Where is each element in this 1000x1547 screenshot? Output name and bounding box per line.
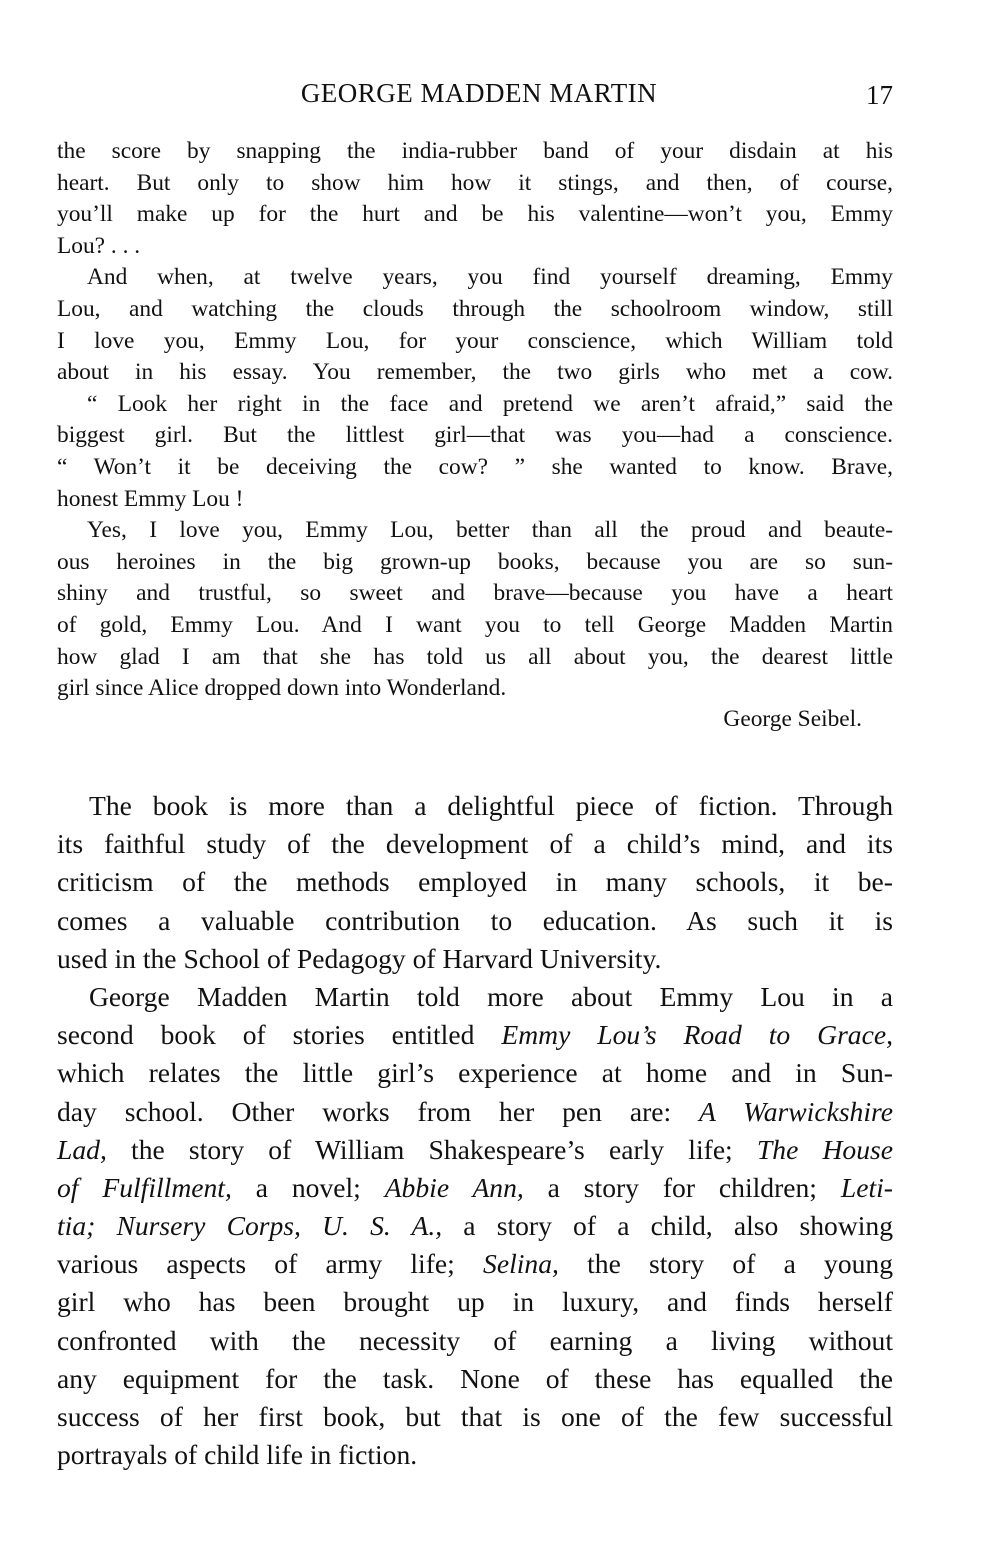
italic-title: Emmy Lou’s Road to Grace,	[501, 1019, 893, 1051]
text-segment: “ Look her right in the face and pretend we aren’t afraid,” said the	[87, 390, 893, 417]
text-line	[57, 902, 893, 940]
text-line	[57, 515, 893, 547]
text-line	[57, 136, 893, 168]
text-segment: Lou? . . .	[57, 232, 141, 259]
text-line	[57, 357, 893, 389]
text-segment: a story of a child, also showing	[442, 1210, 894, 1242]
italic-title: The House	[756, 1133, 894, 1165]
text-line	[57, 1322, 893, 1360]
text-segment: portrayals of child life in fiction.	[57, 1439, 418, 1471]
text-line	[57, 294, 893, 326]
text-line	[57, 1093, 893, 1131]
italic-title: Selina,	[483, 1248, 559, 1280]
text-line	[57, 1283, 893, 1321]
text-line	[57, 1360, 893, 1398]
text-segment: “ Won’t it be deceiving the cow? ” she wanted to know. Brave,	[57, 453, 893, 480]
text-segment: second book of stories entitled	[57, 1019, 502, 1051]
text-line	[57, 610, 893, 642]
text-segment: girl since Alice dropped down into Wonderland.	[57, 675, 507, 702]
text-line	[57, 1436, 893, 1474]
italic-title: A Warwickshire	[699, 1095, 893, 1127]
text-segment: you’ll make up for the hurt and be his valentine—won’t you, Emmy	[57, 201, 893, 228]
text-segment: how glad I am that she has told us all about you, the dearest little	[57, 643, 893, 670]
text-line	[57, 1131, 893, 1169]
text-line	[57, 547, 893, 579]
text-segment: a story for children;	[523, 1171, 841, 1203]
text-segment: ous heroines in the big grown-up books, because you are so sun-	[57, 548, 893, 575]
letter-text	[57, 136, 893, 705]
text-segment: honest Emmy Lou !	[57, 485, 244, 512]
running-header	[57, 78, 893, 112]
text-line	[57, 940, 893, 978]
text-segment: George Madden Martin told more about Emmy Lou in a	[89, 980, 893, 1012]
text-line	[57, 1016, 893, 1054]
text-segment: comes a valuable contribution to education. As such it is	[57, 904, 893, 936]
text-line	[57, 787, 893, 825]
text-line	[57, 1398, 893, 1436]
text-segment: And when, at twelve years, you find yourself dreaming, Emmy	[87, 264, 893, 291]
text-line	[57, 420, 893, 452]
text-segment: Yes, I love you, Emmy Lou, better than all the proud and beaute-	[87, 517, 893, 544]
text-segment: heart. But only to show him how it stings, and then, of course,	[57, 169, 893, 196]
text-line	[57, 389, 893, 421]
italic-title: Abbie Ann,	[384, 1171, 524, 1203]
text-line	[57, 825, 893, 863]
text-segment: the score by snapping the india-rubber band of your disdain at his	[57, 138, 893, 164]
text-segment: I love you, Emmy Lou, for your conscience, which William told	[57, 327, 893, 354]
text-line	[57, 863, 893, 901]
text-line	[57, 484, 893, 516]
text-line	[57, 1169, 893, 1207]
text-segment: The book is more than a delightful piece of fiction. Through	[89, 790, 893, 821]
text-line	[57, 326, 893, 358]
text-segment: girl who has been brought up in luxury, and finds herself	[57, 1286, 893, 1318]
text-segment: which relates the little girl’s experience at home and in Sun-	[57, 1057, 893, 1089]
text-line	[57, 452, 893, 484]
text-line	[57, 978, 893, 1016]
text-line	[57, 262, 893, 294]
text-line	[57, 168, 893, 200]
text-segment: the story of a young	[558, 1248, 894, 1280]
text-segment: confronted with the necessity of earning a living without	[57, 1324, 893, 1356]
text-line	[57, 1054, 893, 1092]
running-title: GEORGE MADDEN MARTIN	[300, 78, 658, 108]
text-segment: a novel;	[231, 1171, 385, 1203]
text-segment: success of her first book, but that is one of the few successful	[57, 1401, 893, 1432]
commentary-text	[57, 787, 893, 1474]
text-segment: any equipment for the task. None of these has equalled the	[57, 1362, 893, 1394]
italic-title: of Fulfillment,	[57, 1171, 232, 1203]
text-line	[57, 199, 893, 231]
text-line	[57, 578, 893, 610]
text-segment: day school. Other works from her pen are:	[57, 1095, 700, 1127]
text-line	[57, 231, 893, 263]
text-line	[57, 673, 893, 705]
text-line	[57, 642, 893, 674]
text-segment: the story of William Shakespeare’s early life;	[106, 1133, 757, 1165]
page-number: 17	[866, 80, 893, 110]
text-segment: shiny and trustful, so sweet and brave—because you have a heart	[57, 580, 893, 607]
italic-title: Lad,	[57, 1133, 107, 1165]
text-segment: of gold, Emmy Lou. And I want you to tell George Madden Martin	[57, 611, 893, 638]
text-segment: Lou, and watching the clouds through the schoolroom window, still	[57, 295, 893, 322]
italic-title: tia; Nursery Corps, U. S. A.,	[57, 1210, 443, 1242]
text-line	[57, 1245, 893, 1283]
text-segment: criticism of the methods employed in many schools, it be-	[57, 866, 893, 898]
text-segment: biggest girl. But the littlest girl—that was you—had a conscience.	[57, 422, 893, 449]
text-line	[57, 1207, 893, 1245]
italic-title: Leti-	[840, 1171, 893, 1203]
text-segment: used in the School of Pedagogy of Harvard University.	[57, 942, 662, 974]
text-segment: various aspects of army life;	[57, 1248, 484, 1280]
signature: George Seibel.	[723, 706, 862, 732]
text-segment: its faithful study of the development of a child’s mind, and its	[57, 828, 893, 860]
text-segment: about in his essay. You remember, the two girls who met a cow.	[57, 359, 893, 386]
